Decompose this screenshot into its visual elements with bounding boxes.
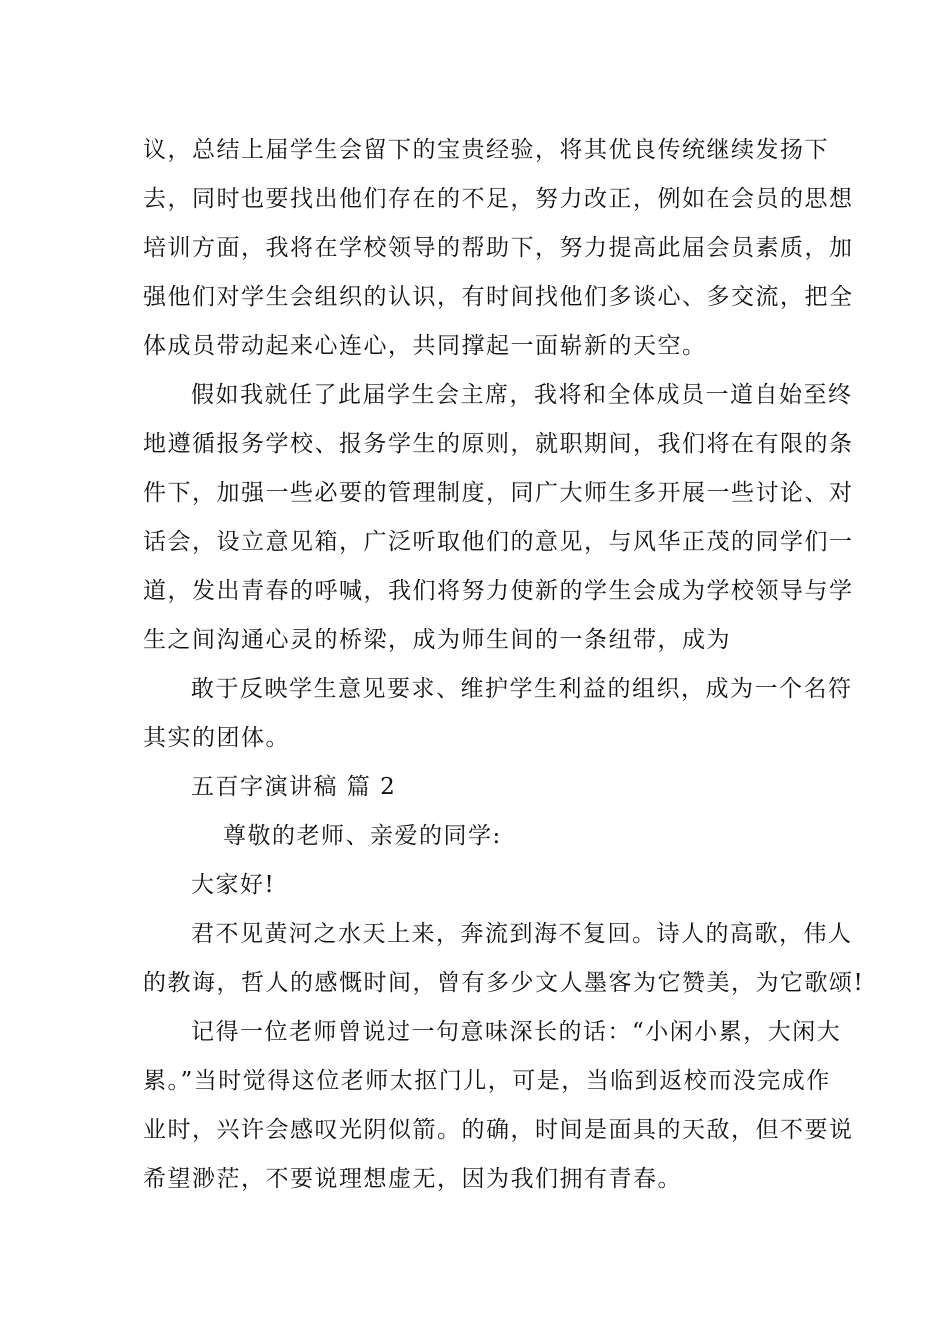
text-line: 希望渺茫，不要说理想虚无，因为我们拥有青春。	[143, 1166, 682, 1192]
text-line: 强他们对学生会组织的认识，有时间找他们多谈心、多交流，把全	[143, 284, 854, 310]
paragraph-first-line: 记得一位老师曾说过一句意味深长的话：“小闲小累，大闲大	[191, 1019, 842, 1045]
text-line: 累。”当时觉得这位老师太抠门儿，可是，当临到返校而没完成作	[143, 1068, 831, 1094]
text-line: 的教诲，哲人的感慨时间，曾有多少文人墨客为它赞美，为它歌颂!	[143, 970, 865, 996]
text-line: 业时，兴许会感叹光阴似箭。的确，时间是面具的天敌，但不要说	[143, 1117, 854, 1143]
paragraph-first-line: 君不见黄河之水天上来，奔流到海不复回。诗人的高歌，伟人	[191, 921, 853, 947]
greeting: 大家好!	[191, 872, 276, 898]
paragraph-first-line: 敢于反映学生意见要求、维护学生利益的组织，成为一个名符	[191, 676, 853, 702]
text-line: 培训方面，我将在学校领导的帮助下，努力提高此届会员素质，加	[143, 235, 854, 261]
salutation: 尊敬的老师、亲爱的同学:	[223, 823, 502, 849]
text-line: 去，同时也要找出他们存在的不足，努力改正，例如在会员的思想	[143, 186, 854, 212]
section-heading: 五百字演讲稿 篇 2	[191, 774, 397, 800]
text-line: 其实的团体。	[143, 725, 290, 751]
document-body	[143, 126, 865, 1204]
text-line: 生之间沟通心灵的桥梁，成为师生间的一条纽带，成为	[143, 627, 731, 653]
text-line: 道，发出青春的呼喊，我们将努力使新的学生会成为学校领导与学	[143, 578, 854, 604]
text-line: 话会，设立意见箱，广泛听取他们的意见，与风华正茂的同学们一	[143, 529, 854, 555]
paragraph-first-line: 假如我就任了此届学生会主席，我将和全体成员一道自始至终	[191, 382, 853, 408]
text-line: 议，总结上届学生会留下的宝贵经验，将其优良传统继续发扬下	[143, 137, 829, 163]
text-line: 体成员带动起来心连心，共同撑起一面崭新的天空。	[143, 333, 707, 359]
text-line: 地遵循报务学校、报务学生的原则，就职期间，我们将在有限的条	[143, 431, 854, 457]
text-line: 件下，加强一些必要的管理制度，同广大师生多开展一些讨论、对	[143, 480, 854, 506]
